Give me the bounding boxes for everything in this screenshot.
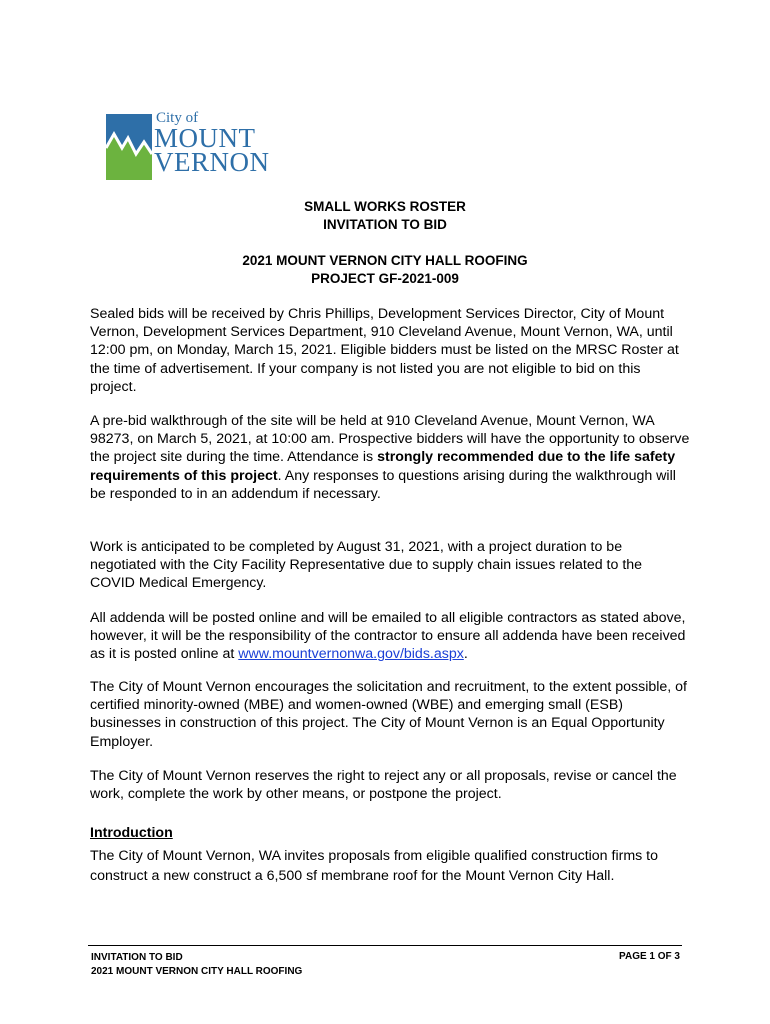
- addenda-text-b: .: [463, 646, 468, 663]
- mountain-icon: [106, 114, 152, 180]
- logo-city-of: City of: [156, 110, 199, 126]
- walkthrough-text-b: . Any responses to questions arising during the walkthrough will be responded to in an addendum if necessary.: [90, 467, 676, 502]
- paragraph-introduction: The City of Mount Vernon, WA invites proposals from eligible qualified construction firms to construct a new construct a 6,500 sf membrane roof for the Mount Vernon City Hall.: [90, 848, 659, 884]
- heading-project-number: PROJECT GF-2021-009: [311, 271, 459, 286]
- logo-mount: MOUNT: [154, 123, 256, 153]
- footer-divider: [88, 945, 682, 946]
- paragraph-pre-bid-walkthrough: [90, 412, 690, 503]
- walkthrough-text-a: A pre-bid walkthrough of the site will be held at 910 Cleveland Avenue, Mount Vernon, WA 98273, on March 5, 2021, at 10:00 am. Prospective bidders will have the opportunity to observe the project site during the time. Attendance is: [90, 413, 690, 466]
- footer-doc-title: INVITATION TO BID: [91, 952, 183, 963]
- paragraph-addenda: [90, 609, 690, 664]
- addenda-text-a: All addenda will be posted online and will be emailed to all eligible contractors as stated above, however, it will be the responsibility of the contractor to ensure all addenda have been received as it is posted online at: [90, 610, 686, 663]
- footer-left: [91, 951, 302, 979]
- bids-link[interactable]: www.mountvernonwa.gov/bids.aspx: [238, 646, 464, 663]
- paragraph-sealed-bids: Sealed bids will be received by Chris Phillips, Development Services Director, City of Mount Vernon, Development Services Department, 910 Cleveland Avenue, Mount Vernon, WA, until 12:00 pm, on Monday, March 15, 2021. Eligible bidders must be listed on the MRSC Roster at the time of advertisement. If your company is not listed you are not eligible to bid on this project.: [90, 306, 679, 395]
- paragraph-reserves-right: The City of Mount Vernon reserves the right to reject any or all proposals, revise or cancel the work, complete the work by other means, or postpone the project.: [90, 768, 677, 803]
- introduction-heading: Introduction: [90, 825, 173, 841]
- heading-project-name: 2021 MOUNT VERNON CITY HALL ROOFING: [242, 253, 528, 268]
- footer-project-title: 2021 MOUNT VERNON CITY HALL ROOFING: [91, 966, 303, 977]
- heading-roster: SMALL WORKS ROSTER: [304, 199, 466, 214]
- logo-vernon: VERNON: [154, 147, 270, 177]
- walkthrough-emphasis: strongly recommended due to the life safety requirements of this project: [90, 449, 676, 484]
- heading-invitation: INVITATION TO BID: [323, 217, 447, 232]
- paragraph-completion: Work is anticipated to be completed by August 31, 2021, with a project duration to be negotiated with the City Facility Representative due to supply chain issues related to the COVID Medical Emergency.: [90, 539, 643, 592]
- page-number: PAGE 1 OF 3: [619, 951, 680, 962]
- paragraph-equal-opportunity: The City of Mount Vernon encourages the solicitation and recruitment, to the extent possible, of certified minority-owned (MBE) and women-owned (WBE) and emerging small (ESB) businesses in construction of this project. The City of Mount Vernon is an Equal Opportunity Employer.: [90, 679, 688, 750]
- city-logo: [106, 108, 286, 180]
